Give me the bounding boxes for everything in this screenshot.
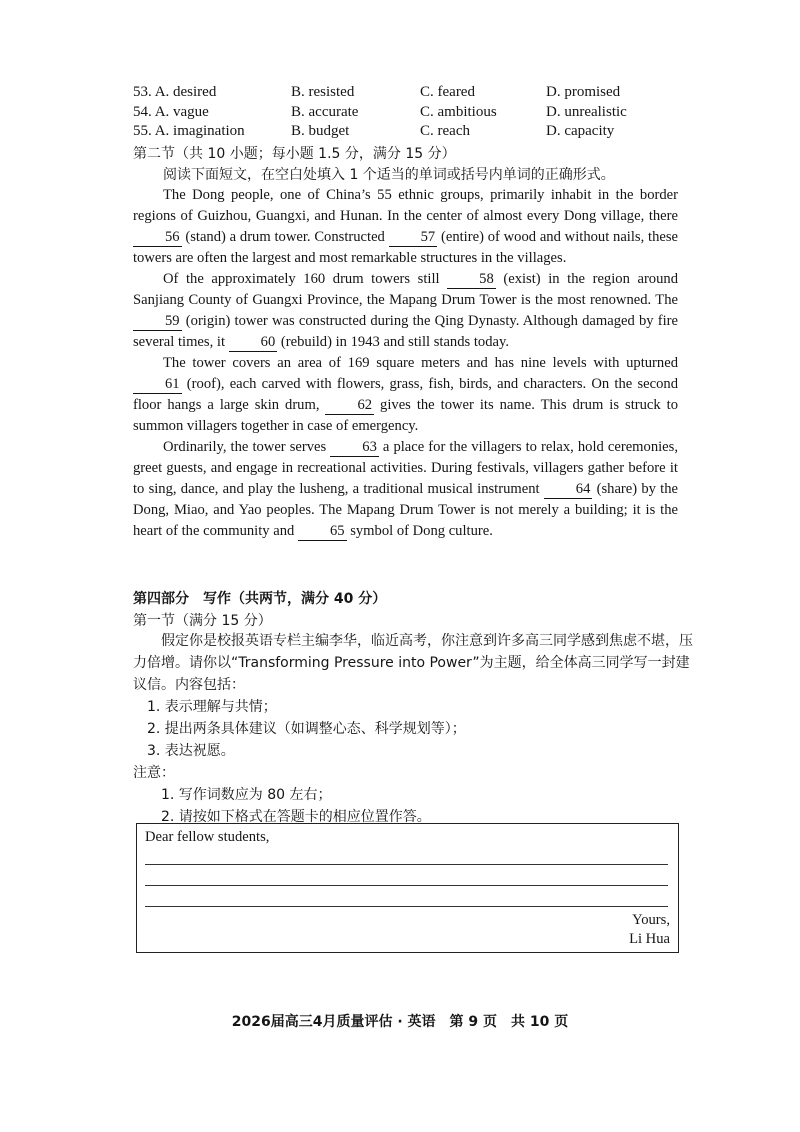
option-d: D. unrealistic (546, 103, 627, 120)
option-b: B. accurate (291, 103, 359, 120)
blank-60[interactable]: 60 (229, 334, 278, 352)
option-d: D. promised (546, 84, 621, 100)
prompt-text: 假定你是校报英语专栏主编李华，临近高考，你注意到许多高三同学感到焦虑不堪，压力倍增。请你以“Transforming Pressure into Power”为主题，给全体高三同学写一封建议信。内容包括： (133, 633, 693, 693)
signature: Li Hua (629, 931, 670, 947)
note-2: 2. 请按如下格式在答题卡的相应位置作答。 (161, 809, 431, 825)
answer-line[interactable] (145, 885, 668, 886)
option-a: 54. A. vague (133, 103, 209, 120)
option-row-54 (133, 103, 693, 123)
option-row-55 (133, 122, 693, 142)
paragraph-3: The tower covers an area of 169 square meters and has nine levels with upturned 61 (roof), each carved with flowers, grass, fish, birds, and characters. On the second floor hangs a large skin drum, 62 gives the tower its name. This drum is struck to summon villagers together in case of emergency. (133, 355, 679, 434)
note-1: 1. 写作词数应为 80 左右； (161, 787, 332, 803)
option-d: D. capacity (546, 123, 615, 139)
option-c: C. reach (420, 123, 470, 139)
passage (133, 185, 678, 542)
option-c: C. ambitious (420, 103, 497, 120)
blank-56[interactable]: 56 (133, 229, 182, 247)
blank-63[interactable]: 63 (330, 439, 379, 457)
part4-subheading: 第一节（满分 15 分） (133, 613, 272, 629)
page-footer: 2026届高三4月质量评估 · 英语 第 9 页 共 10 页 (231, 1014, 569, 1030)
blank-61[interactable]: 61 (133, 376, 182, 394)
writing-prompt (133, 630, 693, 828)
prompt-item-3: 3. 表达祝愿。 (147, 743, 235, 759)
blank-58[interactable]: 58 (447, 271, 496, 289)
answer-line[interactable] (145, 906, 668, 907)
paragraph-2: Of the approximately 160 drum towers still 58 (exist) in the region around Sanjiang County of Guangxi Province, the Mapang Drum Tower is the most renowned. The 59 (origin) tower was constructed during the Qing Dynasty. Although damaged by fire several times, it 60 (rebuild) in 1943 and still stands today. (133, 271, 678, 350)
blank-57[interactable]: 57 (389, 229, 438, 247)
blank-62[interactable]: 62 (325, 397, 374, 415)
prompt-item-1: 1. 表示理解与共情； (147, 699, 277, 715)
blank-59[interactable]: 59 (133, 313, 182, 331)
prompt-item-2: 2. 提出两条具体建议（如调整心态、科学规划等）； (147, 721, 466, 737)
greeting: Dear fellow students, (145, 829, 270, 845)
answer-box[interactable] (136, 823, 679, 953)
options-table (133, 83, 693, 142)
option-c: C. feared (420, 84, 475, 100)
blank-64[interactable]: 64 (544, 481, 593, 499)
part4-heading: 第四部分 写作（共两节，满分 40 分） (133, 591, 387, 607)
option-b: B. budget (291, 123, 350, 139)
option-a: 55. A. imagination (133, 123, 245, 139)
section2-heading: 第二节（共 10 小题；每小题 1.5 分，满分 15 分） (133, 146, 456, 162)
paragraph-4: Ordinarily, the tower serves 63 a place for the villagers to relax, hold ceremonies, greet guests, and engage in recreational activities. During festivals, villagers gather before it to sing, dance, and play the lusheng, a traditional musical instrument 64 (share) by the Dong, Miao, and Yao peoples. The Mapang Drum Tower is not merely a building; it is the heart of the community and 65 symbol of Dong culture. (133, 439, 678, 539)
option-row-53 (133, 83, 693, 103)
closing: Yours, (632, 912, 670, 928)
section2-instruction: 阅读下面短文，在空白处填入 1 个适当的单词或括号内单词的正确形式。 (163, 167, 615, 183)
blank-65[interactable]: 65 (298, 523, 347, 541)
option-b: B. resisted (291, 84, 355, 100)
answer-line[interactable] (145, 864, 668, 865)
notes-label: 注意： (133, 765, 175, 781)
option-a: 53. A. desired (133, 84, 217, 100)
paragraph-1: The Dong people, one of China’s 55 ethnic groups, primarily inhabit in the border regions of Guizhou, Guangxi, and Hunan. In the center of almost every Dong village, there 56 (stand) a drum tower. Constructed 57 (entire) of wood and without nails, these towers are often the largest and most remarkable structures in the villages. (133, 187, 678, 266)
